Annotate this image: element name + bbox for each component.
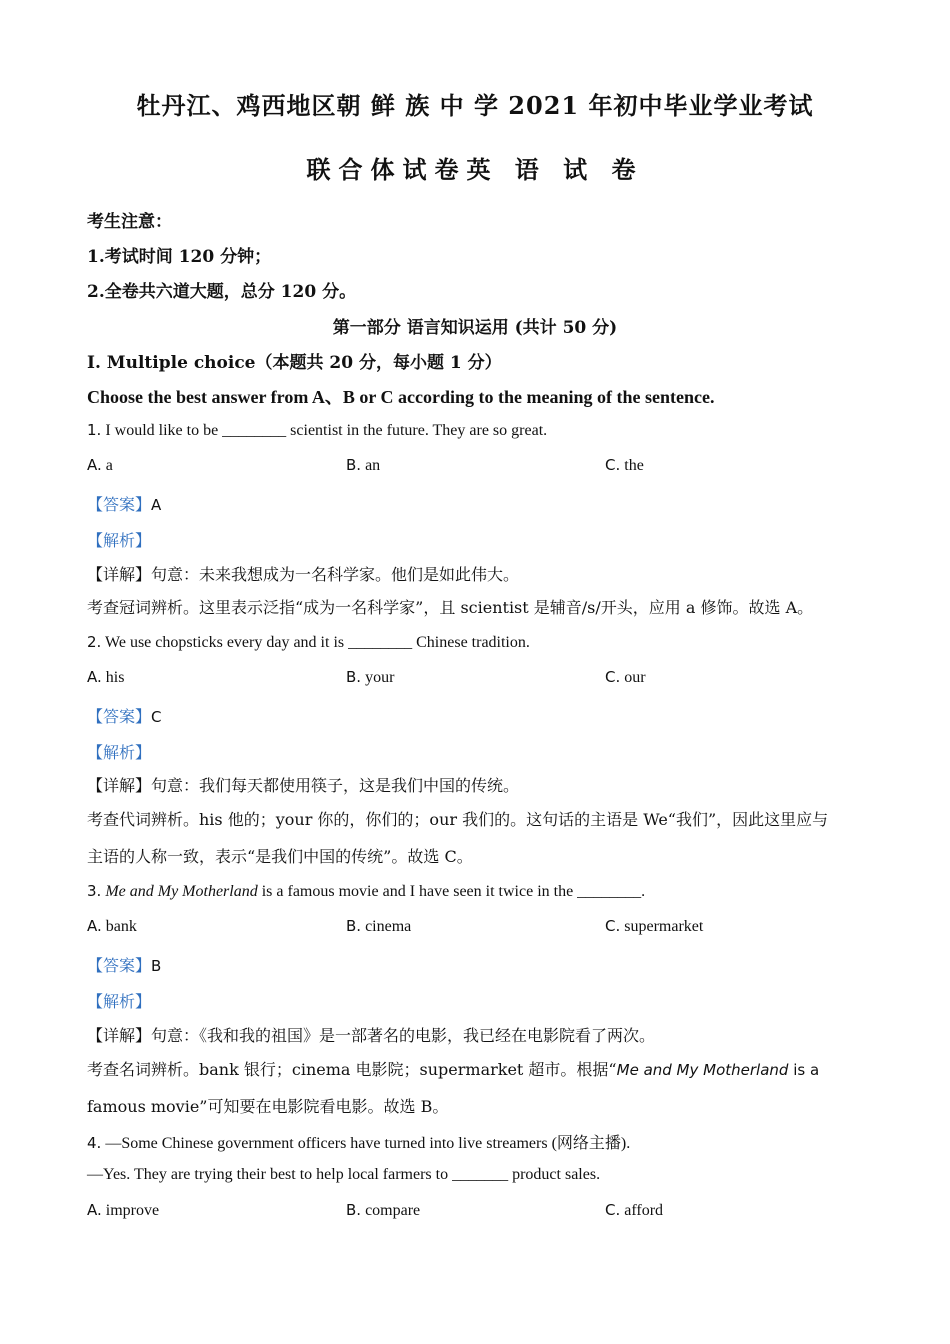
q2-analysis-tag: 【解析】	[87, 743, 152, 762]
q3-option-b: B. cinema	[346, 917, 412, 935]
q1-answer: 【答案】A	[87, 495, 162, 514]
exam-title-line2: 联合体试卷英 语 试 卷	[306, 155, 644, 184]
q2-option-b: B. your	[346, 668, 395, 686]
section-title: I. Multiple choice（本题共 20 分，每小题 1 分）	[87, 353, 502, 373]
question-stem: —Some Chinese government officers have turned into live streamers (网络主播).	[101, 1135, 631, 1152]
q1-option-a: A. a	[87, 456, 113, 474]
notice-heading: 考生注意：	[87, 212, 172, 232]
q2-option-a: A. his	[87, 668, 125, 686]
q2-explanation-1: 考查代词辨析。his 他的；your 你的，你们的；our 我们的。这句话的主语是 We“我们”，因此这里应与	[87, 810, 829, 829]
q1-explanation: 考查冠词辨析。这里表示泛指“成为一名科学家”，且 scientist 是辅音/s/开头，应用 a 修饰。故选 A。	[87, 598, 814, 617]
q4-option-b: B. compare	[346, 1201, 421, 1219]
q3-explanation-1: 考查名词辨析。bank 银行；cinema 电影院；supermarket 超市。根据“Me and My Motherland is a	[87, 1060, 820, 1079]
question-1	[87, 420, 547, 440]
q4-option-c: C. afford	[605, 1201, 664, 1219]
q2-detail: 【详解】句意：我们每天都使用筷子，这是我们中国的传统。	[87, 776, 520, 795]
q1-detail: 【详解】句意：未来我想成为一名科学家。他们是如此伟大。	[87, 565, 520, 584]
exam-title-line1: 牡丹江、鸡西地区朝 鲜 族 中 学 2021 年初中毕业学业考试	[136, 91, 814, 120]
q3-detail: 【详解】句意：《我和我的祖国》是一部著名的电影，我已经在电影院看了两次。	[87, 1026, 656, 1045]
q3-option-a: A. bank	[87, 917, 137, 935]
question-number: 4.	[87, 1134, 102, 1152]
q1-analysis-tag: 【解析】	[87, 531, 152, 550]
q3-analysis-tag: 【解析】	[87, 992, 152, 1011]
q1-option-c: C. the	[605, 456, 644, 474]
q2-option-c: C. our	[605, 668, 646, 686]
q3-answer: 【答案】B	[87, 956, 162, 975]
q4-option-a: A. improve	[87, 1201, 160, 1219]
q1-option-b: B. an	[346, 456, 381, 474]
question-stem: I would like to be ________ scientist in the future. They are so great.	[101, 422, 548, 439]
question-stem: We use chopsticks every day and it is ________ Chinese tradition.	[101, 634, 530, 651]
question-2	[87, 632, 530, 652]
q2-answer: 【答案】C	[87, 707, 162, 726]
question-3	[87, 881, 645, 901]
notice-item-2: 2.全卷共六道大题，总分 120 分。	[87, 282, 357, 302]
q3-option-c: C. supermarket	[605, 917, 704, 935]
movie-title: Me and My Motherland	[105, 883, 258, 900]
question-stem: is a famous movie and I have seen it twice in the ________.	[257, 883, 646, 900]
question-number: 3.	[87, 882, 102, 900]
question-4	[87, 1130, 630, 1153]
section-instruction: Choose the best answer from A、B or C according to the meaning of the sentence.	[87, 387, 715, 407]
q3-explanation-2: famous movie”可知要在电影院看电影。故选 B。	[87, 1097, 449, 1116]
question-number: 2.	[87, 633, 102, 651]
part-title: 第一部分 语言知识运用 (共计 50 分)	[332, 318, 618, 338]
q2-explanation-2: 主语的人称一致，表示“是我们中国的传统”。故选 C。	[87, 847, 473, 866]
question-4-reply: —Yes. They are trying their best to help local farmers to _______ product sales.	[87, 1166, 601, 1183]
question-number: 1.	[87, 421, 102, 439]
notice-item-1: 1.考试时间 120 分钟；	[87, 247, 272, 267]
